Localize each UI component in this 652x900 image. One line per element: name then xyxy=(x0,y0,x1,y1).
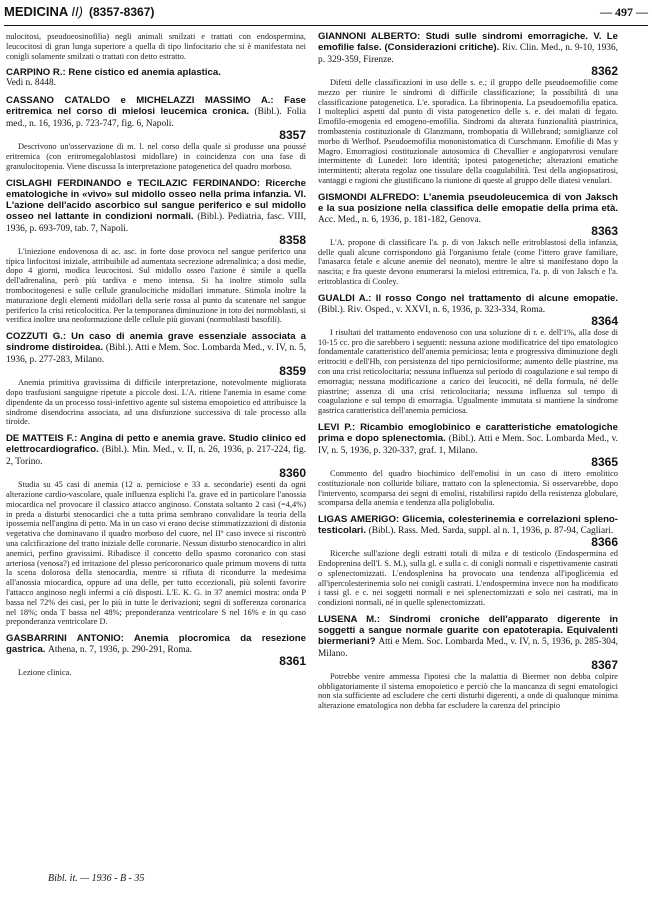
entry-heading-text: COZZUTI G.: Un caso di anemia grave essenziale associata a sindrome distiroidea. xyxy=(6,331,306,354)
entry-8357 xyxy=(6,95,306,171)
entry-heading-text: CISLAGHI FERDINANDO e TECILAZIC FERDINANDO: Ricerche ematologiche in «vivo» sul midollo osseo nella prima infanzia. VI. L'azione dell'acido ascorbico sul sangue periferico e sul midollo osseo nel lattante in condizioni normali. xyxy=(6,177,306,222)
entry-heading xyxy=(6,633,306,656)
entry-heading-text: GUALDI A.: Il rosso Congo nel trattamento di alcune emopatie. xyxy=(318,292,618,304)
entry-citation: Athena, n. 7, 1936, p. 290-291, Roma. xyxy=(48,645,193,656)
page-number: — 497 — xyxy=(600,5,648,19)
entry-heading-text: CASSANO CATALDO e MICHELAZZI MASSIMO A.: Fase eritremica nel corso di mielosi leucemica cronica. xyxy=(6,95,306,118)
header-rule xyxy=(4,25,648,26)
entry-heading-text: GASBARRINI ANTONIO: Anemia plocromica da resezione gastrica. xyxy=(6,633,306,656)
entry-8363 xyxy=(318,192,618,287)
entry-citation: (Bibl.). Rass. Med. Sarda, suppl. al n. 1, 1936, p. 87-94, Cagliari. xyxy=(368,526,614,537)
entry-8361 xyxy=(6,633,306,678)
entry-number: 8357 xyxy=(279,128,306,143)
entry-abstract: Ricerche sull'azione degli estratti totali di milza e di testicolo (Endospermina ed Endoprenina dell'I. S. M.), sulla gl. e sulla c. di conigli normali e rispettivamente castrati o splenectomizzati. L'endosplenina ha provocato una tendenza all'ipoglicemia ed all'ipercolesterinemia solo nei conigli castrati. L'endospermina invece non ha modificato i tassi gl. e c. nei soggetti normali e nei splenectomizzati e solo nei castrati, ma in condizioni normali, né in quelle splenectomizzati. xyxy=(318,549,618,608)
entry-abstract: Difetti delle classificazioni in uso delle s. e.; il gruppo delle pseudoemofilie come mezzo per riunire le sindromi di difficile classificazione; la possibilità di una classificazione patogenetica. L'e. sporadica. La fibrinopenia. La pseudoemofilia epatica. I molteplici aspetti dal punto di vista patogenetico delle s. e. dei malati di fegato. Emofilo-emogenia ed emogeno-emofilia. Sindromi da alterata funzionalità piastrinica, trombastenia costituzionale di Glanzmann, trombopatia di Willebrand; somiglianze col morbo di Werlhof. Pseudoemofilia mononistomatica di Curschmann. Emofilie di Mas y Magro. Emorragiosi costituzionale autosomica di Chevallier e angiopatvrosi venulare intermittente di Lunedei: loro identità; ipotesi patogenetiche; alterazioni ematiche intermittenti; alterata regolaz one tissulare della coagulabilità. Tesi della angiopsatirosi, vantaggi e ragioni che giustificano la riunione di queste al gruppo delle diatesi venulari. xyxy=(318,78,618,185)
entry-citation: Riv. Clin. Med., n. 9-10, 1936, p. 329-359, Firenze. xyxy=(318,43,618,65)
entry-abstract: I risultati del trattamento endovenoso con una soluzione di r. e. dell'1%, alla dose di 10-15 cc. pro die sarebbero i seguenti: nessuna azione modificatrice del tipo ematologico fondamentale caratteristico dell'anemia perniciosa; lenta e progressiva diminuzione degli eritrociti e dell'Hb, con persistenza del tipo perniciosiforme; aumento delle piastrine, ma con una crisi reticolocitaria; nessuna influenza sul periodo di coagulazione e sul tempo di emorragia; nessuna modificazione a carico dei leucociti, né della formula, né delle piastrine; assenza di una crisi reticolocitaria; nessuna influenza sul tempo di coagulazione e sul tempo di emorragia. Ugualmente immutata si mantiene la sindrome gastrica caratteristica dell'anemia perniciosa. xyxy=(318,327,618,416)
entry-citation: (Bibl.). Min. Med., v. II, n. 26, 1936, p. 217-224, fig. 2, Torino. xyxy=(6,445,306,468)
entry-8359 xyxy=(6,331,306,427)
entry-heading xyxy=(318,514,618,537)
entry-number: 8363 xyxy=(591,223,618,238)
entry-abstract: Potrebbe venire ammessa l'ipotesi che la malattia di Biermer non debba colpire obbligatoriamente il sistema emopoietico e perciò che la mancanza di segni ematologici non sia sufficiente ad escludere che certi disturbi digerenti, a onde di qualunque minima alterazione ematologica non debba far escludere la carenza del principio xyxy=(318,671,618,711)
entry-citation: (Bibl.). Folia med., n. 16, 1936, p. 723-747, fig. 6, Napoli. xyxy=(6,107,306,130)
entry-number: 8360 xyxy=(279,466,306,481)
entry-number: 8364 xyxy=(591,313,618,328)
entry-range: (8357-8367) xyxy=(88,5,155,19)
entry-citation: (Bibl.). Riv. Osped., v. XXVI, n. 6, 1936, p. 323-334, Roma. xyxy=(318,304,546,315)
entry-8367 xyxy=(318,614,618,711)
entry-abstract: Anemia primitiva gravissima di difficile interpretazione, notevolmente migliorata dopo trasfusioni sanguigne ripetute a piccole dosi. L'A. ritiene l'anemia in esame come dipendente da un processo tossi-infettivo agente sul sistema emopoietico ed attribuisce la sindrome disendocrina associata, ad una disfunzione successiva di tale processo alla tiroide. xyxy=(6,378,306,427)
entry-8366 xyxy=(318,514,618,608)
left-column xyxy=(6,31,306,684)
entry-heading-text: DE MATTEIS F.: Angina di petto e anemia grave. Studio clinico ed elettrocardiografico. xyxy=(6,433,306,456)
entry-abstract: Descrivono un'osservazione di m. l. nel corso della quale si produsse una poussé eritremica (con eritromegaloblastosi midollare) in coincidenza con una fase di granulocitopenia. Viene discussa la interpretazione patogenetica del quadro morboso. xyxy=(6,142,306,171)
entry-citation: (Bibl.). Atti e Mem. Soc. Lombarda Med., v. IV, n. 5, 1936, p. 277-283, Milano. xyxy=(6,343,306,366)
entry-heading xyxy=(6,178,306,235)
section-title xyxy=(4,4,83,19)
entry-number: 8358 xyxy=(279,232,306,247)
entry-carpino xyxy=(6,67,306,89)
entry-8362 xyxy=(318,31,618,186)
entry-citation: (Bibl.). Pediatria, fasc. VIII, 1936, p. 693-709, tab. 7, Napoli. xyxy=(6,211,306,234)
entry-number: 8362 xyxy=(591,64,618,78)
entry-heading-text: LUSENA M.: Sindromi croniche dell'apparato digerente in soggetti a sangue normale guarite con epatoterapia. Equivalenti biermeriani? xyxy=(318,613,618,647)
entry-number: 8366 xyxy=(591,535,618,550)
page-footer: Bibl. it. — 1936 - B - 35 xyxy=(48,873,145,884)
right-column xyxy=(318,31,618,717)
continued-text: nulocitosi, pseudoeosinofilia) negli animali smilzati e trattati con endospermina, leucocitosi di gran lunga superiore a quella di tipo linfocitario che si è manifestata nei conigli solamente smilzati o trattati con detto estratto. xyxy=(6,32,306,61)
entry-abstract: Lezione clinica. xyxy=(18,668,72,678)
entry-citation: Vedi n. 8448. xyxy=(6,78,56,89)
section-suffix: II) xyxy=(71,4,83,19)
entry-heading xyxy=(6,95,306,130)
entry-heading-text: LIGAS AMERIGO: Glicemia, colesterinemia e correlazioni spleno-testicolari. xyxy=(318,514,618,537)
entry-heading xyxy=(318,31,618,66)
entry-number: 8359 xyxy=(279,364,306,379)
entry-heading-text: GIANNONI ALBERTO: Studi sulle sindromi emorragiche. V. Le emofilie false. (Considerazioni critiche). xyxy=(318,31,618,53)
entry-number: 8361 xyxy=(279,654,306,669)
entry-citation: Acc. Med., n. 6, 1936, p. 181-182, Genova. xyxy=(318,214,481,225)
entry-abstract: Studia su 45 casi di anemia (12 a. perniciose e 33 a. secondarie) esenti da ogni alterazione cardio-vascolare, quale influenza esplichi l'a. grave ed in particolare l'anossia miocardica nel provocare il classico attacco anginoso. Constata soltanto 2 casi (=4,4%) in preda a disturbi stenocardici che a tutta prima sembrano convalidare la teoria della ipossemia nell'angina di petto. Ma in un caso vi erano decise stimmatizzazioni di distonia vegetativa che dominavano il quadro morboso del cuore, nel IIº caso invece si riscontrò una calcificazione del tratto iniziale delle coronarie. Nessun disturbo stenocardico in altri anemici, perfino gravissimi. Ribadisce il concetto dello spasmo coronarico con stasi arteriosa (venosa?) ed irritazione del plesso pericoronarico quale primum movens di tutta la scena dolorosa della stenocardia, mentre si rifiuta di ricondurre la medesima all'anossia miocardica, oppure ad una delle, per tutto eccezionali, più solenti favorire l'attacco anginoso negli infermi a ciò disposti. L'E. K. G. in 37 anemici mostra: onda P bassa nel 72% dei casi, per lo più in tutte le derivazioni; segni di sofferenza coronarica nel 18%; onda T bassa nel 48%; preponderanza ventricolare S nel 16% e in qu caso preponderanza ventricolare D. xyxy=(6,480,306,627)
entry-heading xyxy=(318,614,618,660)
entry-heading-text: LEVI P.: Ricambio emoglobinico e caratteristiche ematologiche prima e dopo splenectomia. xyxy=(318,421,618,444)
entry-heading xyxy=(6,433,306,468)
entry-8358 xyxy=(6,178,306,325)
entry-number: 8367 xyxy=(591,657,618,672)
entry-heading xyxy=(318,293,618,316)
entry-8364 xyxy=(318,293,618,416)
entry-heading xyxy=(318,192,618,226)
entry-heading-text: GISMONDI ALFREDO: L'anemia pseudoleucemica di von Jaksch e la sua posizione nella classifica delle emopatie della prima età. xyxy=(318,191,618,214)
entry-number: 8365 xyxy=(591,454,618,469)
entry-abstract: L'iniezione endovenosa di ac. asc. in forte dose provoca nel sangue periferico una tipica linfocitosi iniziale, attribuibile ad aumentata secrezione adrenalinica; a dosi medie, dopo 4 giorni, modica leucocitosi. Sul midollo osseo l'azione è simile a quella dell'adrenalina, però più tardiva e meno intensa. Si ha inoltre stimolo sulla trombocitogenesi e sulle cellule granulocitiche midollari immature. Stimola inoltre la maturazione degli elementi midollari della serie rossa al punto da scatenare nel sangue periferico la crisi reticolocitica. Per la temporanea diminuzione in toto dei normoblasti, si verifica inoltre una neoformazione delle cellule più giovani (normoblasti basofili). xyxy=(6,246,306,325)
entry-citation: Atti e Mem. Soc. Lombarda Med., v. IV, n. 5, 1936, p. 285-304, Milano. xyxy=(318,636,618,659)
entry-abstract: L'A. propone di classificare l'a. p. di von Jaksch nelle eritroblastosi della infanzia, delle quali alcune corrispondono già l'organismo fetale (come l'ittero grave familiare, l'anasarca fetale e alcune anemie del neonato), mentre le altre si manifestano dopo la nascita; e fra queste devono enumerarsi la mielosi eritremica, l'a. p. di von Jaksch e l'a. eritroblastica di Cooley. xyxy=(318,237,618,286)
running-head xyxy=(4,4,648,24)
entry-abstract: Commento del quadro biochimico dell'emolisi in un caso di ittero emolitico costituzionale non colluride biliare, trattato con la splenectomia. Si osservarebbe, dopo l'intervento, scomparsa dei segni di emolisi, ristabilirsi rapido della resistenza globulare, scomparsa della anemia e tendenza alla poliglobulia. xyxy=(318,468,618,508)
entry-8360 xyxy=(6,433,306,627)
entry-citation: (Bibl.). Atti e Mem. Soc. Lombarda Med., v. IV, n. 5, 1936, p. 320-337, graf. 1, Milano. xyxy=(318,433,618,456)
entry-heading xyxy=(318,422,618,457)
section-name: MEDICINA xyxy=(4,4,68,19)
entry-8365 xyxy=(318,422,618,508)
entry-heading: CARPINO R.: Rene cistico ed anemia aplastica. xyxy=(6,67,221,79)
entry-heading xyxy=(6,331,306,366)
